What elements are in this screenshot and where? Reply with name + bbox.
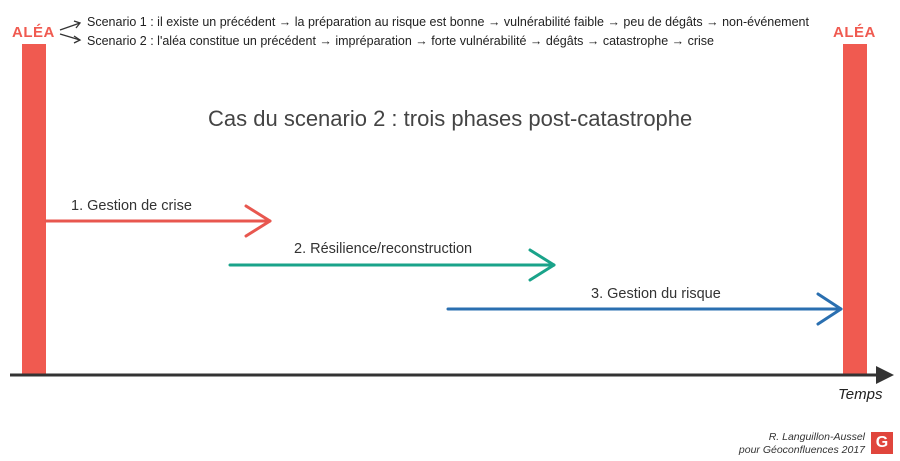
phase-1-arrow: [46, 206, 270, 236]
phase-2-arrow: [230, 250, 554, 280]
scenario-1-text: Scenario 1 : il existe un précédent → la préparation au risque est bonne → vulnérabilité faible → peu de dégâts → non-événement: [87, 15, 809, 29]
alea-label-right: ALÉA: [833, 24, 876, 41]
time-axis: [10, 366, 894, 384]
phase-2-label: 2. Résilience/reconstruction: [294, 241, 473, 257]
geoconfluences-logo-icon: G: [871, 432, 893, 454]
scenario-1-pointer-arrow: [60, 21, 80, 30]
credit-source: pour Géoconfluences 2017: [738, 444, 865, 456]
phase-3-arrow: [448, 294, 841, 324]
diagram-title: Cas du scenario 2 : trois phases post-catastrophe: [208, 106, 693, 131]
phase-1-label: 1. Gestion de crise: [71, 198, 192, 214]
scenario-2-pointer-arrow: [60, 34, 80, 43]
phase-3-label: 3. Gestion du risque: [591, 286, 721, 302]
alea-label-left: ALÉA: [12, 24, 55, 41]
credit-author: R. Languillon-Aussel: [768, 431, 865, 443]
scenario-2-text: Scenario 2 : l'aléa constitue un précédent → impréparation → forte vulnérabilité → dégâts → catastrophe → crise: [87, 34, 715, 48]
time-axis-label: Temps: [838, 386, 883, 403]
credit: [700, 431, 865, 457]
